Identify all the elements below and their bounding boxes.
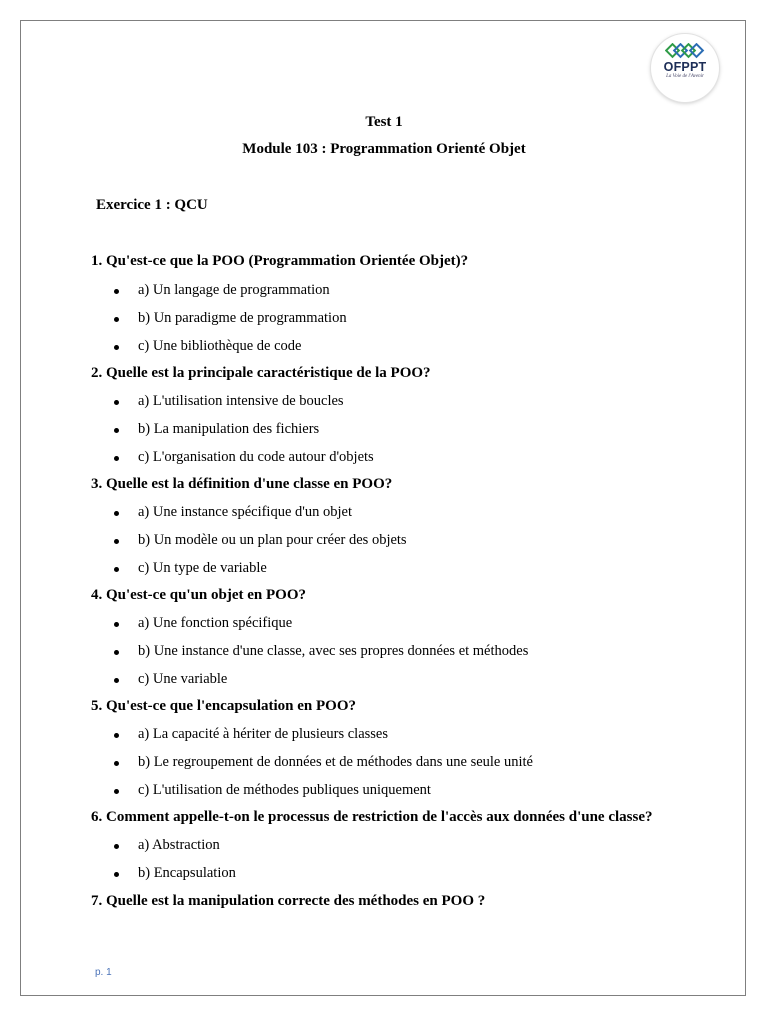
option-text: b) Le regroupement de données et de méthodes dans une seule unité xyxy=(138,754,533,770)
page-subtitle: Module 103 : Programmation Orienté Objet xyxy=(242,141,526,157)
option-item xyxy=(0,449,700,469)
logo-tagline: La Voie de l'Avenir xyxy=(666,74,704,79)
bullet-icon xyxy=(114,511,119,516)
bullet-icon xyxy=(114,789,119,794)
option-text: b) Un modèle ou un plan pour créer des objets xyxy=(138,532,407,548)
option-item xyxy=(0,865,700,885)
option-text: b) Encapsulation xyxy=(138,865,236,881)
bullet-icon xyxy=(114,678,119,683)
bullet-icon xyxy=(114,761,119,766)
page-number: p. 1 xyxy=(95,967,112,978)
question-text: 3. Quelle est la définition d'une classe en POO? xyxy=(91,476,393,492)
ofppt-logo xyxy=(651,34,719,102)
option-item xyxy=(0,421,700,441)
option-text: a) Un langage de programmation xyxy=(138,282,330,298)
option-item xyxy=(0,754,700,774)
option-text: c) Un type de variable xyxy=(138,560,267,576)
bullet-icon xyxy=(114,539,119,544)
option-text: a) La capacité à hériter de plusieurs classes xyxy=(138,726,388,742)
option-text: a) Une fonction spécifique xyxy=(138,615,293,631)
option-item xyxy=(0,560,700,580)
bullet-icon xyxy=(114,400,119,405)
option-text: a) Abstraction xyxy=(138,837,220,853)
option-item xyxy=(0,393,700,413)
question-text: 1. Qu'est-ce que la POO (Programmation Orientée Objet)? xyxy=(91,253,469,269)
option-item xyxy=(0,310,700,330)
option-text: a) Une instance spécifique d'un objet xyxy=(138,504,352,520)
option-text: c) L'utilisation de méthodes publiques uniquement xyxy=(138,782,431,798)
exercise-heading: Exercice 1 : QCU xyxy=(96,197,208,213)
option-item xyxy=(0,282,700,302)
question-text: 5. Qu'est-ce que l'encapsulation en POO? xyxy=(91,698,357,714)
ofppt-rings-icon xyxy=(665,43,705,59)
option-text: b) Un paradigme de programmation xyxy=(138,310,347,326)
bullet-icon xyxy=(114,872,119,877)
question-text: 4. Qu'est-ce qu'un objet en POO? xyxy=(91,587,307,603)
bullet-icon xyxy=(114,456,119,461)
bullet-icon xyxy=(114,289,119,294)
option-item xyxy=(0,726,700,746)
bullet-icon xyxy=(114,317,119,322)
option-text: c) Une bibliothèque de code xyxy=(138,338,302,354)
question-text: 7. Quelle est la manipulation correcte des méthodes en POO ? xyxy=(91,893,486,909)
option-item xyxy=(0,532,700,552)
bullet-icon xyxy=(114,428,119,433)
bullet-icon xyxy=(114,733,119,738)
option-item xyxy=(0,837,700,857)
option-item xyxy=(0,615,700,635)
option-item xyxy=(0,671,700,691)
question-text: 2. Quelle est la principale caractéristique de la POO? xyxy=(91,365,431,381)
option-text: c) L'organisation du code autour d'objets xyxy=(138,449,374,465)
bullet-icon xyxy=(114,650,119,655)
bullet-icon xyxy=(114,844,119,849)
question-text: 6. Comment appelle-t-on le processus de restriction de l'accès aux données d'une classe? xyxy=(91,809,653,825)
bullet-icon xyxy=(114,567,119,572)
logo-name: OFPPT xyxy=(663,60,707,74)
option-item xyxy=(0,782,700,802)
option-item xyxy=(0,504,700,524)
bullet-icon xyxy=(114,622,119,627)
page-title: Test 1 xyxy=(365,114,403,130)
option-text: b) Une instance d'une classe, avec ses propres données et méthodes xyxy=(138,643,529,659)
bullet-icon xyxy=(114,345,119,350)
option-text: c) Une variable xyxy=(138,671,228,687)
option-text: b) La manipulation des fichiers xyxy=(138,421,320,437)
option-text: a) L'utilisation intensive de boucles xyxy=(138,393,344,409)
option-item xyxy=(0,643,700,663)
option-item xyxy=(0,338,700,358)
